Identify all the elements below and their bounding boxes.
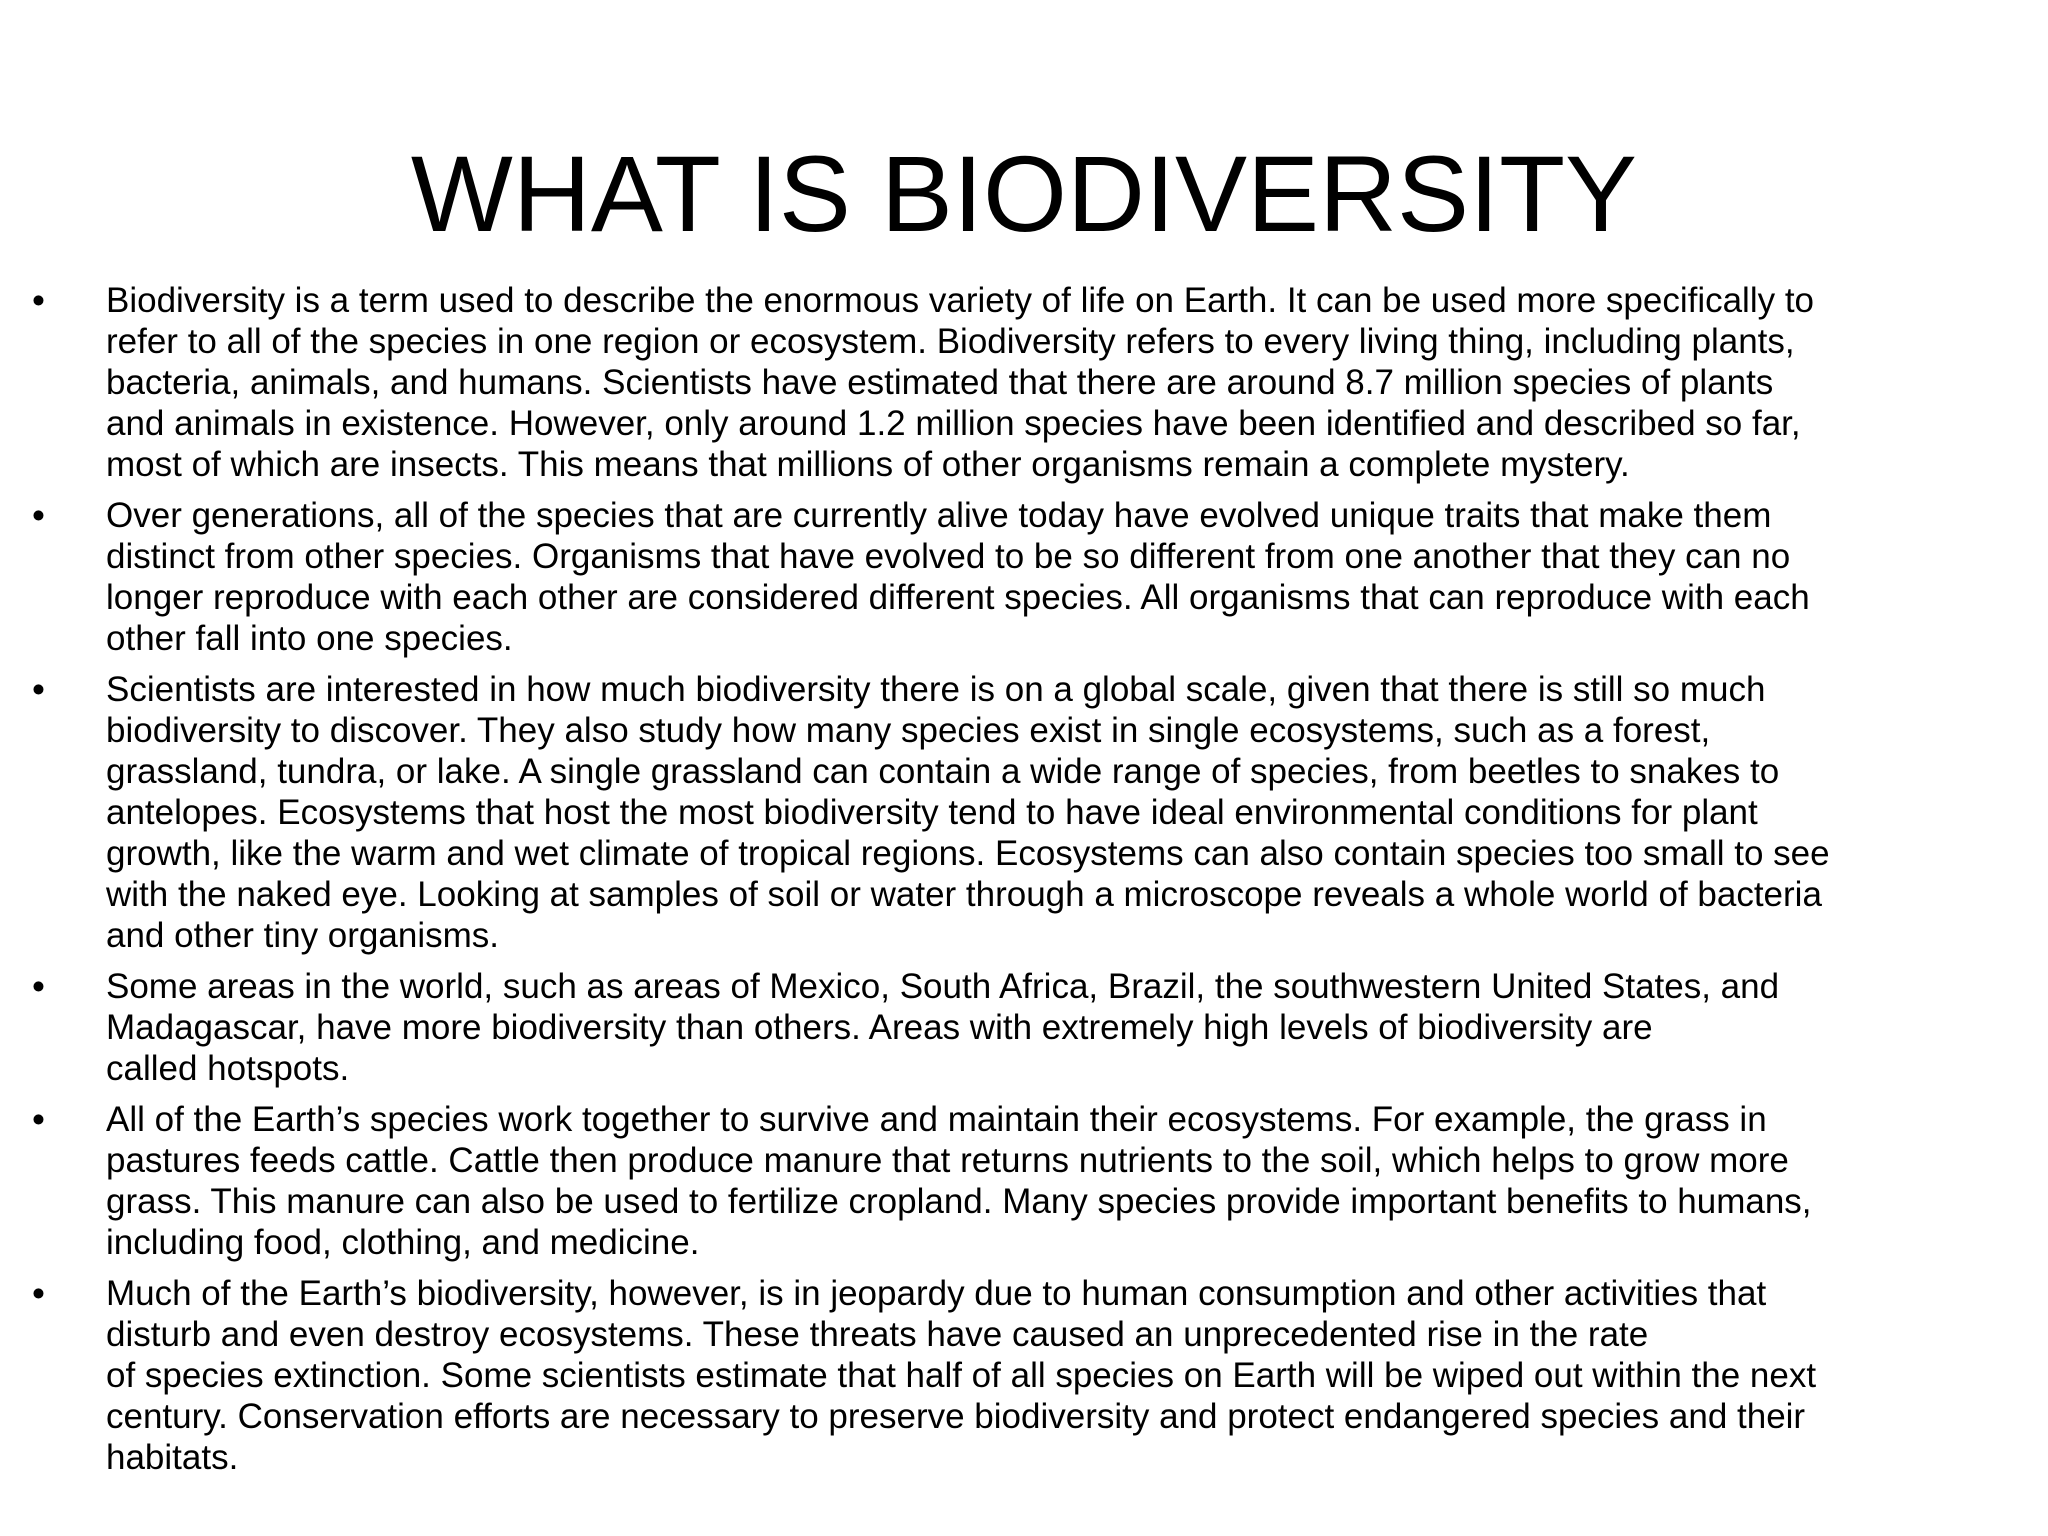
bullet-text: Some areas in the world, such as areas of Mexico, South Africa, Brazil, the southwestern United States, and Madagascar, have more biodiversity than others. Areas with extremely high levels of biodiversity are called hotspots.	[106, 967, 1780, 1088]
bullet-icon: •	[32, 966, 45, 1007]
bullet-icon: •	[32, 1099, 45, 1140]
bullet-text: All of the Earth’s species work together to survive and maintain their ecosystems. For example, the grass in pastures feeds cattle. Cattle then produce manure that returns nutrients to the soil, which helps to grow more grass. This manure can also be used to fertilize cropland. Many species provide important benefits to humans, including food, clothing, and medicine.	[106, 1100, 1812, 1262]
bullet-list	[0, 280, 2048, 1488]
list-item	[0, 1099, 2048, 1263]
bullet-text: Much of the Earth’s biodiversity, however, is in jeopardy due to human consumption and other activities that disturb and even destroy ecosystems. These threats have caused an unprecedented rise in the rate of species extinction. Some scientists estimate that half of all species on Earth will be wiped out within the next century. Conservation efforts are necessary to preserve biodiversity and protect endangered species and their habitats.	[106, 1274, 1817, 1477]
bullet-icon: •	[32, 495, 45, 536]
list-item	[0, 669, 2048, 956]
bullet-text: Over generations, all of the species that are currently alive today have evolved unique traits that make them distinct from other species. Organisms that have evolved to be so different from one another that they can no longer reproduce with each other are considered different species. All organisms that can reproduce with each other fall into one species.	[106, 496, 1810, 658]
list-item	[0, 495, 2048, 659]
list-item	[0, 280, 2048, 485]
bullet-text: Scientists are interested in how much biodiversity there is on a global scale, given that there is still so much biodiversity to discover. They also study how many species exist in single ecosystems, such as a forest, grassland, tundra, or lake. A single grassland can contain a wide range of species, from beetles to snakes to antelopes. Ecosystems that host the most biodiversity tend to have ideal environmental conditions for plant growth, like the warm and wet climate of tropical regions. Ecosystems can also contain species too small to see with the naked eye. Looking at samples of soil or water through a microscope reveals a whole world of bacteria and other tiny organisms.	[106, 670, 1830, 955]
bullet-icon: •	[32, 1273, 45, 1314]
bullet-text: Biodiversity is a term used to describe the enormous variety of life on Earth. It can be used more specifically to refer to all of the species in one region or ecosystem. Biodiversity refers to every living thing, including plants, bacteria, animals, and humans. Scientists have estimated that there are around 8.7 million species of plants and animals in existence. However, only around 1.2 million species have been identified and described so far, most of which are insects. This means that millions of other organisms remain a complete mystery.	[106, 281, 1815, 484]
bullet-icon: •	[32, 669, 45, 710]
list-item	[0, 1273, 2048, 1478]
slide-title: WHAT IS BIODIVERSITY	[410, 133, 1638, 254]
list-item	[0, 966, 2048, 1089]
bullet-icon: •	[32, 280, 45, 321]
